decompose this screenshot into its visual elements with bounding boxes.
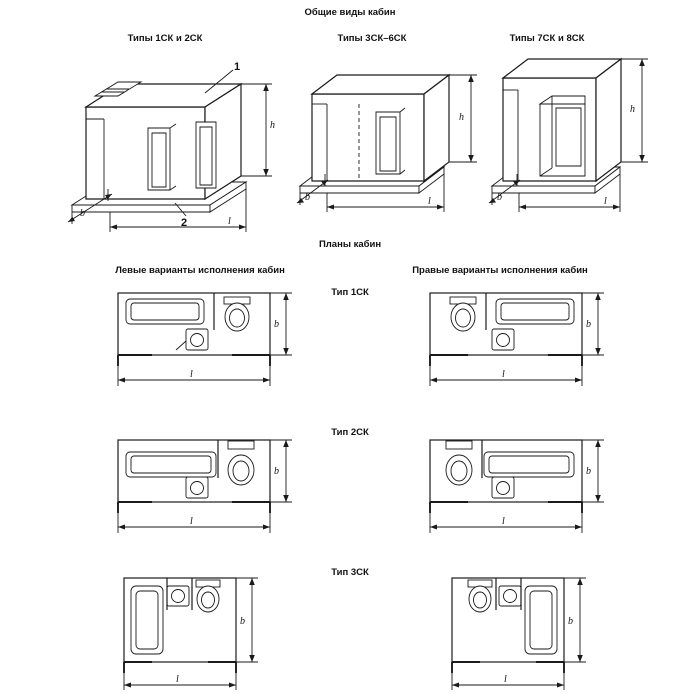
plan-2sk-right [430, 440, 604, 533]
plan-header-right: Правые варианты исполнения кабин [412, 265, 588, 276]
iso-view-2 [297, 75, 477, 212]
svg-text:l: l [428, 196, 431, 207]
callout-1: 1 [234, 61, 241, 73]
svg-text:l: l [190, 516, 193, 527]
plan-row-label-2: Тип 3СК [331, 567, 369, 578]
svg-text:l: l [502, 369, 505, 380]
svg-text:l: l [504, 674, 507, 685]
svg-text:h: h [459, 112, 464, 123]
svg-text:b: b [305, 192, 310, 203]
svg-text:b: b [497, 192, 502, 203]
svg-text:l: l [502, 516, 505, 527]
svg-text:b: b [240, 616, 245, 627]
plan-row-label-1: Тип 2СК [331, 427, 369, 438]
plan-1sk-right [430, 293, 604, 386]
plan-3sk-right [452, 578, 586, 690]
svg-text:h: h [270, 120, 275, 131]
svg-text:b: b [586, 319, 591, 330]
iso-view-3 [489, 59, 648, 212]
svg-text:b: b [568, 616, 573, 627]
plan-3sk-left [124, 578, 258, 690]
plan-row-label-0: Тип 1СК [331, 287, 369, 298]
view-label-2: Типы 7СК и 8СК [509, 33, 585, 44]
view-label-0: Типы 1СК и 2СК [127, 33, 203, 44]
svg-text:l: l [190, 369, 193, 380]
svg-text:b: b [586, 466, 591, 477]
svg-text:b: b [80, 208, 85, 219]
title-plans: Планы кабин [318, 239, 382, 250]
iso-view-1 [68, 70, 275, 232]
svg-text:b: b [274, 319, 279, 330]
title-top-views: Общие виды кабин [304, 7, 396, 18]
svg-text:h: h [630, 104, 635, 115]
svg-text:l: l [228, 216, 231, 227]
svg-text:l: l [176, 674, 179, 685]
plan-header-left: Левые варианты исполнения кабин [115, 265, 285, 276]
callout-2: 2 [181, 217, 188, 229]
view-label-1: Типы 3СК–6СК [337, 33, 407, 44]
plan-2sk-left [118, 440, 292, 533]
plan-1sk-left [118, 293, 292, 386]
svg-text:l: l [604, 196, 607, 207]
svg-text:b: b [274, 466, 279, 477]
